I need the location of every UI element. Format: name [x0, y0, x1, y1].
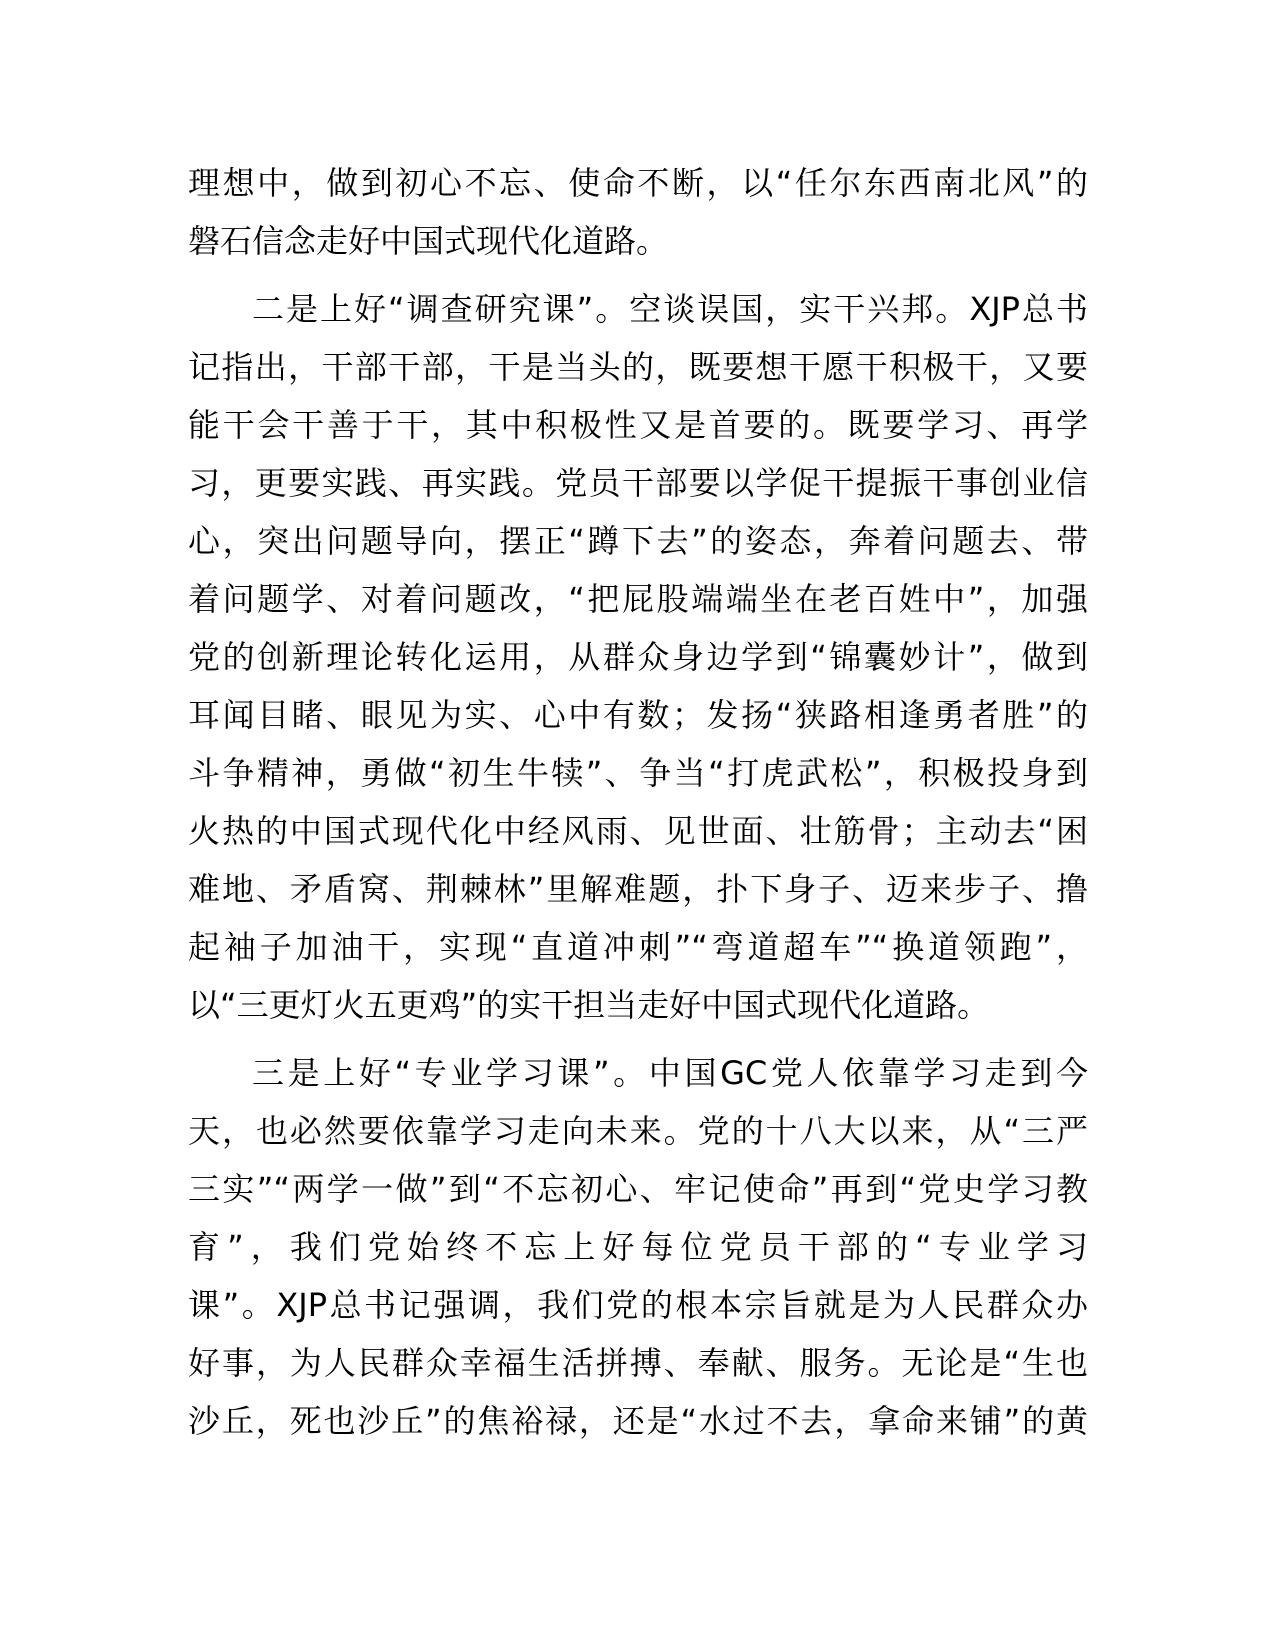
text-line: 心，突出问题导向，摆正“蹲下去”的姿态，奔着问题去、带	[188, 522, 1088, 560]
text-line: 二是上好“调查研究课”。空谈误国，实干兴邦。XJP总书	[252, 290, 1088, 328]
text-line: 起袖子加油干，实现“直道冲刺”“弯道超车”“换道领跑”，	[188, 928, 1088, 966]
text-line: 着问题学、对着问题改，“把屁股端端坐在老百姓中”，加强	[188, 580, 1088, 618]
paragraph-3	[188, 1044, 1088, 1450]
paragraph-1	[188, 154, 1088, 270]
text-line: 育”，我们党始终不忘上好每位党员干部的“专业学习	[188, 1228, 1088, 1266]
text-line: 好事，为人民群众幸福生活拼搏、奉献、服务。无论是“生也	[188, 1344, 1088, 1382]
paragraph-spacer	[188, 270, 1088, 280]
text-line: 三是上好“专业学习课”。中国GC党人依靠学习走到今	[252, 1054, 1088, 1092]
text-line: 理想中，做到初心不忘、使命不断，以“任尔东西南北风”的	[188, 164, 1088, 202]
text-line: 耳闻目睹、眼见为实、心中有数；发扬“狭路相逢勇者胜”的	[188, 696, 1088, 734]
text-line: 沙丘，死也沙丘”的焦裕禄，还是“水过不去，拿命来铺”的黄	[188, 1402, 1088, 1440]
text-line: 课”。XJP总书记强调，我们党的根本宗旨就是为人民群众办	[188, 1286, 1088, 1324]
document-body	[188, 154, 1088, 1450]
text-line: 难地、矛盾窝、荆棘林”里解难题，扑下身子、迈来步子、撸	[188, 870, 1088, 908]
text-line: 能干会干善于干，其中积极性又是首要的。既要学习、再学	[188, 406, 1088, 444]
text-line: 党的创新理论转化运用，从群众身边学到“锦囊妙计”，做到	[188, 638, 1088, 676]
text-line: 斗争精神，勇做“初生牛犊”、争当“打虎武松”，积极投身到	[188, 754, 1088, 792]
paragraph-2	[188, 280, 1088, 1034]
text-line: 以“三更灯火五更鸡”的实干担当走好中国式现代化道路。	[188, 986, 990, 1024]
text-line: 习，更要实践、再实践。党员干部要以学促干提振干事创业信	[188, 464, 1088, 502]
text-line: 记指出，干部干部，干是当头的，既要想干愿干积极干，又要	[188, 348, 1088, 386]
text-line: 火热的中国式现代化中经风雨、见世面、壮筋骨；主动去“困	[188, 812, 1088, 850]
text-line: 天，也必然要依靠学习走向未来。党的十八大以来，从“三严	[188, 1112, 1088, 1150]
text-line: 三实”“两学一做”到“不忘初心、牢记使命”再到“党史学习教	[188, 1170, 1088, 1208]
text-line: 磐石信念走好中国式现代化道路。	[188, 222, 669, 260]
paragraph-spacer	[188, 1034, 1088, 1044]
